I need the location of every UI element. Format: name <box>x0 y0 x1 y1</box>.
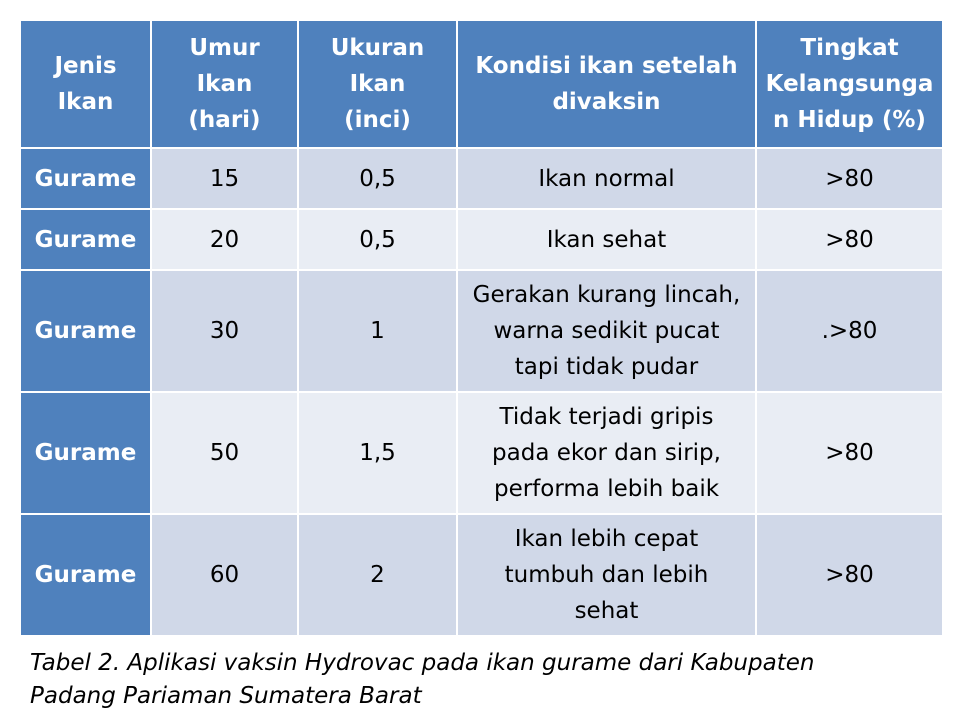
cell-hidup <box>756 514 943 636</box>
cell-umur <box>151 148 298 209</box>
cell-kondisi <box>457 209 756 270</box>
header-label: Ukuran Ikan (inci) <box>330 35 425 133</box>
table-caption: Tabel 2. Aplikasi vaksin Hydrovac pada ikan gurame dari Kabupaten Padang Pariaman Sumatera Barat <box>30 650 815 709</box>
cell-text: Gurame <box>34 165 137 192</box>
cell-hidup <box>756 270 943 392</box>
cell-text: Ikan sehat <box>546 226 667 253</box>
cell-text: >80 <box>825 562 874 588</box>
table-row <box>20 148 943 209</box>
cell-ukuran <box>298 270 457 392</box>
header-ukuran-ikan <box>298 20 457 148</box>
table-row <box>20 209 943 270</box>
cell-text: 30 <box>209 318 240 344</box>
header-jenis-ikan <box>20 20 151 148</box>
cell-text: Tidak terjadi gripis pada ekor dan sirip, performa lebih baik <box>492 404 721 502</box>
cell-text: Gerakan kurang lincah, warna sedikit pucat tapi tidak pudar <box>472 282 741 380</box>
cell-text: 20 <box>209 226 240 253</box>
cell-umur <box>151 392 298 514</box>
cell-kondisi <box>457 392 756 514</box>
cell-jenis <box>20 392 151 514</box>
cell-text: 60 <box>209 562 240 588</box>
cell-umur <box>151 514 298 636</box>
cell-text: 50 <box>209 440 240 466</box>
cell-umur <box>151 270 298 392</box>
cell-text: Ikan lebih cepat tumbuh dan lebih sehat <box>504 526 709 624</box>
cell-kondisi <box>457 148 756 209</box>
cell-jenis <box>20 148 151 209</box>
cell-ukuran <box>298 148 457 209</box>
header-label: Umur Ikan (hari) <box>188 35 261 133</box>
cell-ukuran <box>298 514 457 636</box>
cell-text: 15 <box>209 165 240 192</box>
cell-text: 1 <box>370 318 385 344</box>
header-label: Jenis Ikan <box>54 53 117 115</box>
cell-jenis <box>20 209 151 270</box>
cell-text: 2 <box>370 562 385 588</box>
cell-text: Gurame <box>34 440 137 466</box>
cell-hidup <box>756 392 943 514</box>
cell-text: Gurame <box>34 562 137 588</box>
cell-umur <box>151 209 298 270</box>
cell-text: .>80 <box>821 318 878 344</box>
cell-text: 0,5 <box>359 165 396 192</box>
cell-ukuran <box>298 392 457 514</box>
table-row <box>20 514 943 636</box>
cell-jenis <box>20 270 151 392</box>
cell-text: 1,5 <box>359 440 396 466</box>
cell-text: Gurame <box>34 226 137 253</box>
header-label: Kondisi ikan setelah divaksin <box>475 53 738 115</box>
cell-text: 0,5 <box>359 226 396 253</box>
cell-hidup <box>756 148 943 209</box>
table-header-row <box>20 20 943 148</box>
cell-text: Gurame <box>34 318 137 344</box>
header-umur-ikan <box>151 20 298 148</box>
header-kelangsungan-hidup <box>756 20 943 148</box>
cell-hidup <box>756 209 943 270</box>
cell-jenis <box>20 514 151 636</box>
header-label: Tingkat Kelangsunga n Hidup (%) <box>765 35 934 133</box>
table-row <box>20 392 943 514</box>
header-kondisi <box>457 20 756 148</box>
cell-text: >80 <box>825 165 874 192</box>
cell-kondisi <box>457 270 756 392</box>
cell-ukuran <box>298 209 457 270</box>
cell-text: Ikan normal <box>538 165 675 192</box>
cell-text: >80 <box>825 440 874 466</box>
cell-text: >80 <box>825 226 874 253</box>
table-row <box>20 270 943 392</box>
cell-kondisi <box>457 514 756 636</box>
vaccine-table <box>19 19 944 637</box>
